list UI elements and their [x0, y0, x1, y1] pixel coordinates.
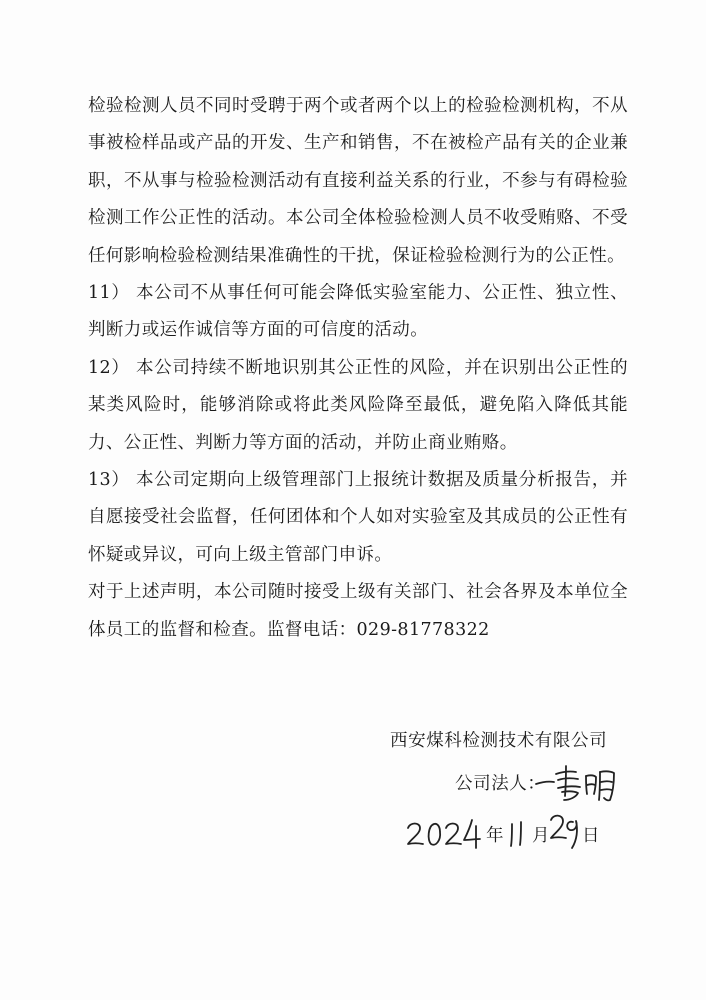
date-month-suffix: 月	[532, 826, 550, 846]
date-day-suffix: 日	[582, 826, 600, 846]
paragraph-impartiality-personnel: 检验检测人员不同时受聘于两个或者两个以上的检验检测机构，不从事被检样品或产品的开发、生产和销售，不在被检产品有关的企业兼职，不从事与检验检测活动有直接利益关系的行业，不参与有碍检验检测工作公正性的活动。本公司全体检验检测人员不收受贿赂、不受任何影响检验检测结果准确性的干扰，保证检验检测行为的公正性。	[88, 96, 628, 266]
company-name: 西安煤科检测技术有限公司	[390, 731, 608, 751]
legal-representative-label: 公司法人：	[455, 774, 546, 794]
paragraph-item-12: 12） 本公司持续不断地识别其公正性的风险，并在识别出公正性的某类风险时，能够消除或将此类风险降至最低，避免陷入降低其能力、公正性、判断力等方面的活动，并防止商业贿赂。	[88, 357, 628, 453]
paragraph-item-11: 11） 本公司不从事任何可能会降低实验室能力、公正性、独立性、判断力或运作诚信等方面的可信度的活动。	[88, 283, 628, 341]
paragraph-supervision-statement: 对于上述声明，本公司随时接受上级有关部门、社会各界及本单位全体员工的监督和检查。监督电话：029-81778322	[88, 582, 628, 640]
document-body	[88, 88, 628, 649]
date-year-suffix: 年	[486, 826, 504, 846]
handwritten-signature	[532, 760, 622, 804]
paragraph-item-13: 13） 本公司定期向上级管理部门上报统计数据及质量分析报告，并自愿接受社会监督，任何团体和个人如对实验室及其成员的公正性有怀疑或异议，可向上级主管部门申诉。	[88, 470, 628, 565]
signature-date	[400, 808, 600, 858]
